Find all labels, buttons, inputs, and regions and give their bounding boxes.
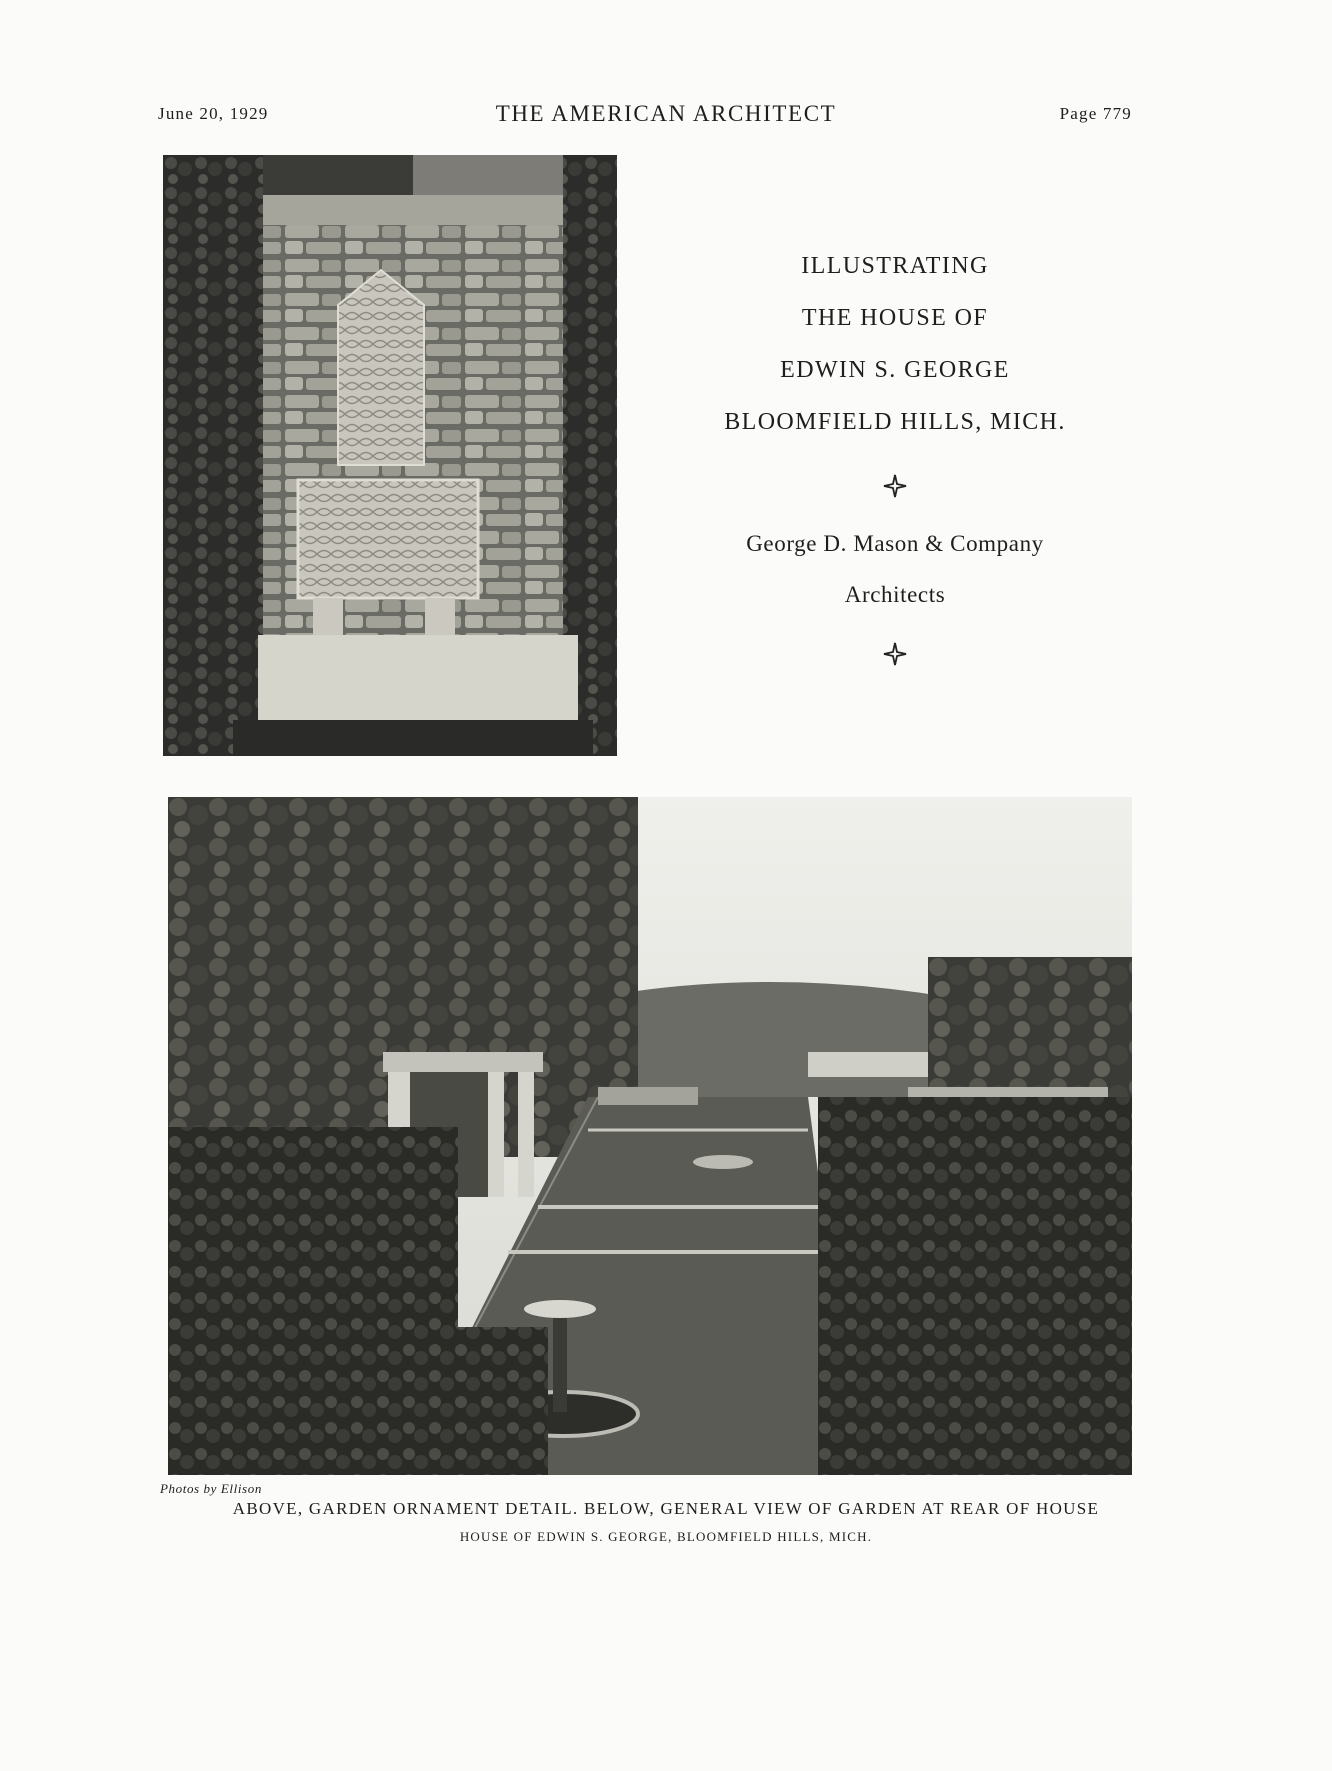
- header-date: June 20, 1929: [158, 104, 269, 123]
- architect-role: Architects: [844, 582, 946, 607]
- four-point-star-icon: [883, 642, 907, 666]
- title-line-house-of: THE HOUSE OF: [801, 305, 989, 331]
- caption-main: ABOVE, GARDEN ORNAMENT DETAIL. BELOW, GENERAL VIEW OF GARDEN AT REAR OF HOUSE: [232, 1499, 1100, 1518]
- publication-title: THE AMERICAN ARCHITECT: [495, 101, 837, 126]
- architect-firm: George D. Mason & Company: [746, 531, 1044, 556]
- page-number: Page 779: [1059, 104, 1132, 123]
- garden-ornament-photo: [163, 155, 617, 756]
- garden-ornament-illustration: [163, 155, 617, 756]
- title-line-owner: EDWIN S. GEORGE: [780, 357, 1010, 383]
- four-point-star-icon: [883, 474, 907, 498]
- title-line-location: BLOOMFIELD HILLS, MICH.: [724, 409, 1066, 435]
- garden-general-view-photo: [168, 797, 1132, 1475]
- garden-view-illustration: [168, 797, 1132, 1475]
- title-block: [690, 240, 1100, 666]
- photo-credit: Photos by Ellison: [160, 1481, 262, 1496]
- caption-sub: HOUSE OF EDWIN S. GEORGE, BLOOMFIELD HILLS, MICH.: [459, 1529, 873, 1544]
- title-line-illustrating: ILLUSTRATING: [801, 253, 989, 279]
